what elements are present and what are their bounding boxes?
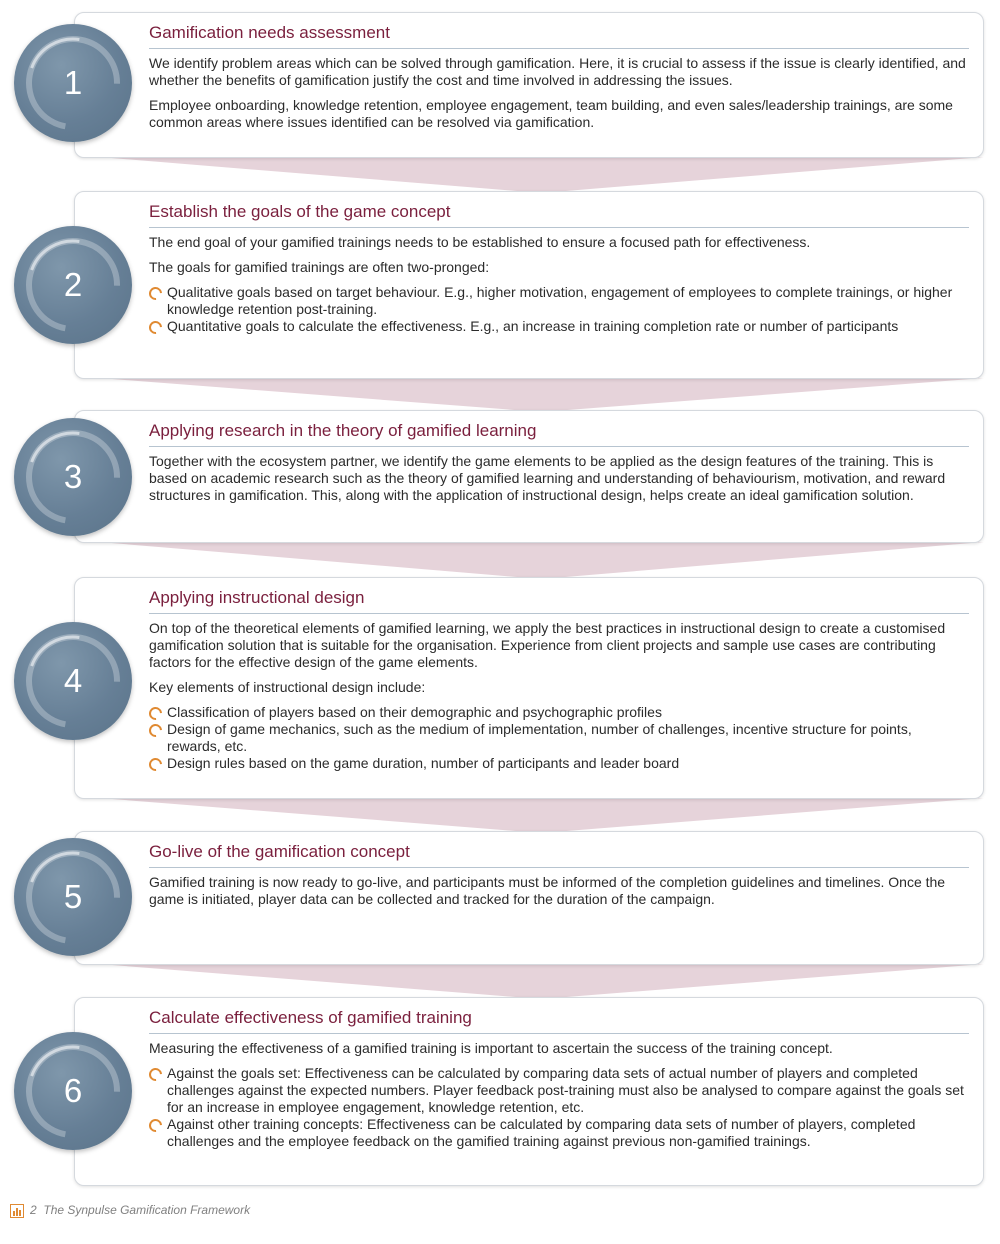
step-number: 2 bbox=[63, 266, 83, 303]
step-title: Go-live of the gamification concept bbox=[149, 842, 969, 868]
step-bullet-list bbox=[149, 1065, 969, 1150]
step-number-circle bbox=[14, 226, 132, 344]
step-bullet-item bbox=[149, 318, 969, 335]
bullet-arc-icon bbox=[146, 318, 164, 336]
step-number: 1 bbox=[63, 64, 83, 101]
bullet-arc-icon bbox=[146, 1065, 164, 1083]
step-title: Calculate effectiveness of gamified training bbox=[149, 1008, 969, 1034]
figure-caption-text: The Synpulse Gamification Framework bbox=[43, 1203, 251, 1217]
figure-caption bbox=[10, 1203, 250, 1218]
step-paragraph: On top of the theoretical elements of gamified learning, we apply the best practices in instructional design to create a customised gamification solution that is suitable for the organisation. Experience from client projects and sample use cases are contributing factors for the effective design of the game elements. bbox=[149, 620, 946, 670]
step-card-6 bbox=[74, 997, 984, 1186]
step-bullet-list bbox=[149, 284, 969, 335]
step-connector-arrow bbox=[99, 542, 984, 579]
step-card-1 bbox=[74, 12, 984, 158]
step-bullet-item bbox=[149, 721, 969, 755]
step-number-circle bbox=[14, 1032, 132, 1150]
step-number-circle bbox=[14, 622, 132, 740]
step-title: Establish the goals of the game concept bbox=[149, 202, 969, 228]
bullet-arc-icon bbox=[146, 704, 164, 722]
step-paragraph: We identify problem areas which can be solved through gamification. Here, it is crucial to assess if the issue is clearly identified, and whether the benefits of gamification justify the cost and time involved in addressing the issues. bbox=[149, 55, 966, 88]
bullet-arc-icon bbox=[146, 755, 164, 773]
step-number-circle bbox=[14, 24, 132, 142]
step-number-circle bbox=[14, 418, 132, 536]
bullet-arc-icon bbox=[146, 284, 164, 302]
step-bullet-text: Design of game mechanics, such as the medium of implementation, number of challenges, incentive structure for points, rewards, etc. bbox=[167, 721, 912, 754]
step-paragraph: Gamified training is now ready to go-live, and participants must be informed of the completion guidelines and timelines. Once the game is initiated, player data can be collected and tracked for the duration of the campaign. bbox=[149, 874, 946, 907]
bar-chart-icon bbox=[10, 1204, 24, 1218]
step-bullet-item bbox=[149, 284, 969, 318]
step-paragraph: Key elements of instructional design include: bbox=[149, 679, 426, 695]
step-paragraph: The end goal of your gamified trainings needs to be established to ensure a focused path for effectiveness. bbox=[149, 234, 811, 250]
step-connector-arrow bbox=[99, 964, 984, 999]
step-paragraph: Measuring the effectiveness of a gamified training is important to ascertain the success of the training concept. bbox=[149, 1040, 833, 1056]
step-bullet-item bbox=[149, 1065, 969, 1116]
bullet-arc-icon bbox=[146, 721, 164, 739]
step-bullet-text: Against other training concepts: Effectiveness can be calculated by comparing data sets of number of players, completed challenges and the employee feedback on the gamified training against previous non-gamified trainings. bbox=[167, 1116, 916, 1149]
step-connector-arrow bbox=[99, 378, 984, 412]
step-paragraph: Employee onboarding, knowledge retention, employee engagement, team building, and even sales/leadership trainings, are some common areas where issues identified can be resolved via gamification. bbox=[149, 97, 953, 130]
step-card-5 bbox=[74, 831, 984, 965]
step-title: Applying research in the theory of gamified learning bbox=[149, 421, 969, 447]
step-number: 5 bbox=[63, 878, 83, 915]
step-bullet-text: Quantitative goals to calculate the effectiveness. E.g., an increase in training completion rate or number of participants bbox=[167, 318, 899, 334]
step-bullet-item bbox=[149, 704, 969, 721]
step-bullet-text: Qualitative goals based on target behaviour. E.g., higher motivation, engagement of employees to complete trainings, or higher knowledge retention post-training. bbox=[167, 284, 953, 317]
step-paragraph: The goals for gamified trainings are often two-pronged: bbox=[149, 259, 490, 275]
step-title: Applying instructional design bbox=[149, 588, 969, 614]
step-number: 3 bbox=[63, 458, 83, 495]
step-paragraph: Together with the ecosystem partner, we identify the game elements to be applied as the design features of the training. This is based on academic research such as the theory of gamified learning and understanding of behaviourism, motivation, and reward structures in gamification. This, along with the application of instructional design, helps create an ideal gamification solution. bbox=[149, 453, 946, 503]
step-number: 4 bbox=[63, 662, 83, 699]
step-card-4 bbox=[74, 577, 984, 799]
bullet-arc-icon bbox=[146, 1116, 164, 1134]
step-connector-arrow bbox=[99, 157, 984, 193]
step-bullet-item bbox=[149, 755, 969, 772]
step-title: Gamification needs assessment bbox=[149, 23, 969, 49]
step-connector-arrow bbox=[99, 798, 984, 833]
figure-number: 2 bbox=[30, 1203, 37, 1217]
step-card-2 bbox=[74, 191, 984, 379]
step-bullet-item bbox=[149, 1116, 969, 1150]
step-bullet-text: Design rules based on the game duration, number of participants and leader board bbox=[167, 755, 680, 771]
step-bullet-list bbox=[149, 704, 969, 772]
step-number: 6 bbox=[63, 1072, 83, 1109]
step-bullet-text: Against the goals set: Effectiveness can be calculated by comparing data sets of actual number of players and completed challenges against the expected numbers. Player feedback post-training must also be analysed to compare against the goals set for an increase in employee engagement, knowledge retention, etc. bbox=[167, 1065, 964, 1115]
step-card-3 bbox=[74, 410, 984, 543]
step-bullet-text: Classification of players based on their demographic and psychographic profiles bbox=[167, 704, 662, 720]
step-number-circle bbox=[14, 838, 132, 956]
